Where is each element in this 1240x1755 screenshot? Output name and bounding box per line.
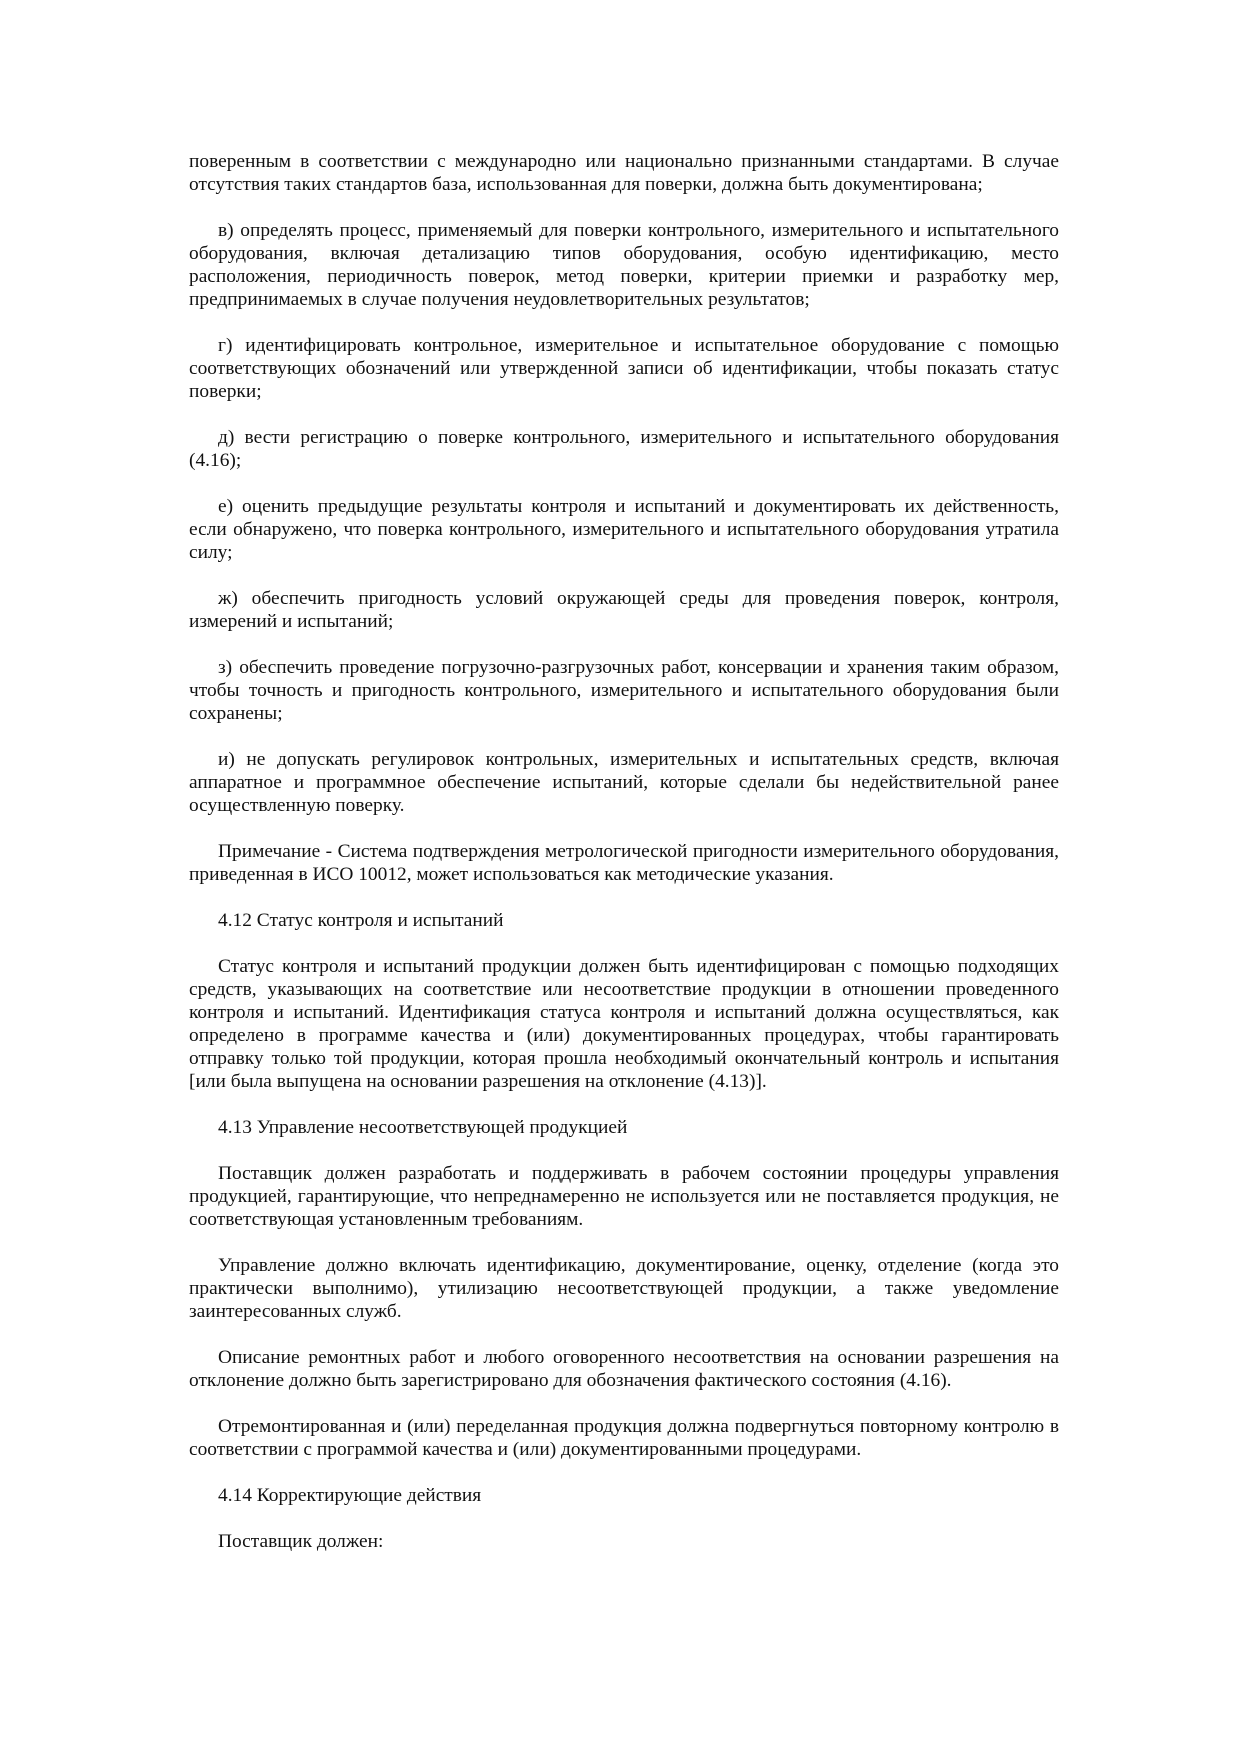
paragraph: Отремонтированная и (или) переделанная продукция должна подвергнуться повторному контролю в соответствии с программой качества и (или) документированными процедурами. xyxy=(189,1416,1059,1460)
list-item-zh: ж) обеспечить пригодность условий окружающей среды для проведения поверок, контроля, измерений и испытаний; xyxy=(189,588,1059,632)
list-item-g: г) идентифицировать контрольное, измерительное и испытательное оборудование с помощью соответствующих обозначений или утвержденной записи об идентификации, чтобы показать статус поверки; xyxy=(189,335,1059,402)
paragraph-continuation: поверенным в соответствии с международно или национально признанными стандартами. В случае отсутствия таких стандартов база, использованная для поверки, должна быть документирована; xyxy=(189,151,1059,195)
section-heading-4-12: 4.12 Статус контроля и испытаний xyxy=(218,910,504,931)
paragraph: Описание ремонтных работ и любого оговоренного несоответствия на основании разрешения на отклонение должно быть зарегистрировано для обозначения фактического состояния (4.16). xyxy=(189,1347,1059,1391)
section-heading-4-13: 4.13 Управление несоответствующей продукцией xyxy=(218,1117,628,1138)
note-paragraph: Примечание - Система подтверждения метрологической пригодности измерительного оборудования, приведенная в ИСО 10012, может использоваться как методические указания. xyxy=(189,841,1059,885)
list-item-e: е) оценить предыдущие результаты контроля и испытаний и документировать их действенность, если обнаружено, что поверка контрольного, измерительного и испытательного оборудования утратила силу; xyxy=(189,496,1059,563)
list-item-d: д) вести регистрацию о поверке контрольного, измерительного и испытательного оборудования (4.16); xyxy=(189,427,1059,471)
list-item-z: з) обеспечить проведение погрузочно-разгрузочных работ, консервации и хранения таким образом, чтобы точность и пригодность контрольного, измерительного и испытательного оборудования были сохранены; xyxy=(189,657,1059,724)
section-heading-4-14: 4.14 Корректирующие действия xyxy=(218,1485,482,1506)
paragraph: Управление должно включать идентификацию, документирование, оценку, отделение (когда это практически выполнимо), утилизацию несоответствующей продукции, а также уведомление заинтересованных служб. xyxy=(189,1255,1059,1322)
list-item-i: и) не допускать регулировок контрольных, измерительных и испытательных средств, включая аппаратное и программное обеспечение испытаний, которые сделали бы недействительной ранее осуществленную поверку. xyxy=(189,749,1059,816)
paragraph: Поставщик должен разработать и поддерживать в рабочем состоянии процедуры управления продукцией, гарантирующие, что непреднамеренно не используется или не поставляется продукция, не соответствующая установленным требованиям. xyxy=(189,1163,1059,1230)
paragraph: Поставщик должен: xyxy=(218,1531,384,1552)
document-page xyxy=(189,150,1059,1576)
list-item-v: в) определять процесс, применяемый для поверки контрольного, измерительного и испытательного оборудования, включая детализацию типов оборудования, особую идентификацию, место расположения, периодичность поверок, метод поверки, критерии приемки и разработку мер, предпринимаемых в случае получения неудовлетворительных результатов; xyxy=(189,220,1059,310)
paragraph: Статус контроля и испытаний продукции должен быть идентифицирован с помощью подходящих средств, указывающих на соответствие или несоответствие продукции в отношении проведенного контроля и испытаний. Идентификация статуса контроля и испытаний должна осуществляться, как определено в программе качества и (или) документированных процедурах, чтобы гарантировать отправку только той продукции, которая прошла необходимый окончательный контроль и испытания [или была выпущена на основании разрешения на отклонение (4.13)]. xyxy=(189,956,1059,1092)
